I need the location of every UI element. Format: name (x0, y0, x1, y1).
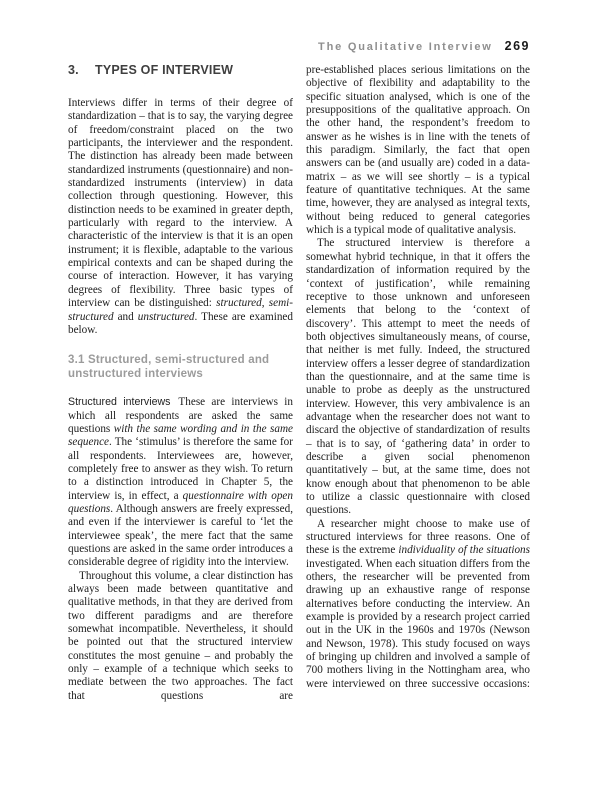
body-text: and (113, 310, 138, 323)
body-text: , (261, 297, 269, 310)
body-text: investigated. When each situation differs from the others, the researcher will be prevented from drawing up an exhaustive range of response alternatives before conducting the interview. An example is provided by a research project carried out in the UK in the 1960s and 1970s (Newson and Newson, 1978). This study focused on ways of bringing up children and involved a sample of 700 mothers living in the Nottingham area, who were interviewed on three successive occasions: (306, 557, 530, 690)
left-column (68, 64, 293, 703)
emphasized-text: individuality of the situations (398, 544, 530, 557)
body-text: . The ‘stimulus’ is therefore the same for all respondents. Interviewees are, however, completely free to answer as they wish. To return to a distinction introduced in Chapter 5, the interview is, in effect, a (68, 436, 293, 502)
running-title: The Qualitative Interview (318, 41, 493, 53)
body-text: A researcher might choose to make use of structured interviews for three reasons. One of these is the extreme (306, 517, 530, 557)
emphasized-text: unstructured (137, 310, 195, 323)
paragraph-researcher-reasons (306, 518, 530, 691)
body-text: Interviews differ in terms of their degree of standardization – that is to say, the varying degree of freedom/constraint placed on the two participants, the interviewer and the respondent. The distinction has already been made between standardized instruments (questionnaire) and non-standardized instruments (interview) in data collection through questioning. However, this distinction needs to be examined in greater depth, particularly with regard to the interview. A characteristic of the interview is that it is an open instrument; it is flexible, adaptable to the various empirical contexts and can be shaped during the course of interaction. However, it has varying degrees of flexibility. Three basic types of interview can be distinguished: (68, 97, 293, 310)
paragraph-throughout-volume (68, 570, 293, 703)
section-title: TYPES OF INTERVIEW (95, 63, 234, 77)
body-text: . Although answers are freely expressed, and even if the interviewer is careful to ‘let the interviewee speak’, the mere fact that the same questions are asked in the same order introduces a considerable degree of rigidity into the interview. (68, 502, 293, 569)
section-number: 3. (68, 63, 79, 77)
emphasized-text: with the same wording and in the same sequence (68, 422, 294, 449)
page-number: 269 (504, 39, 530, 53)
section-heading (68, 64, 293, 77)
body-text: The structured interview is therefore a somewhat hybrid technique, in that it offers the standardization of information required by the ‘context of justification’, while remaining receptive to those unknown and unforeseen elements that belong to the ‘context of discovery’. This attempt to meet the needs of both objectives simultaneously means, of course, that neither is met fully. Indeed, the structured interview offers a lesser degree of standardization than the questionnaire, and at the same time is unable to probe as deeply as the unstructured interview. However, this very ambivalence is an advantage when the researcher does not want to discard the objective of standardization of results – that is to say, of ‘gathering data’ in order to describe a given social phenomenon quantitatively – but, at the same time, does not know enough about that phenomenon to be able to utilize a classic questionnaire with closed questions. (306, 237, 530, 517)
running-header (318, 39, 530, 54)
emphasized-text: semi-structured (68, 297, 294, 323)
paragraph-hybrid-technique (306, 237, 530, 517)
subsection-heading: 3.1 Structured, semi-structured and unstructured interviews (68, 354, 270, 380)
paragraph-structured-interviews (68, 396, 293, 569)
paragraph-pre-established (306, 64, 530, 237)
emphasized-text: structured (216, 297, 262, 310)
emphasized-text: questionnaire with open questions (68, 489, 293, 515)
right-column (306, 64, 530, 703)
text-columns (68, 64, 530, 703)
body-text: These are interviews in which all respondents are asked the same questions (68, 396, 293, 435)
body-text: Throughout this volume, a clear distinction has always been made between quantitative and qualitative methods, in that they are derived from two different paradigms and are therefore somewhat incompatible. Nevertheless, it should be pointed out that the structured interview constitutes the most genuine – and probably the only – example of a technique which seeks to mediate between the two approaches. The fact that questions are (68, 569, 293, 702)
body-text: pre-established places serious limitations on the objective of flexibility and adaptability to the specific situation analysed, which is one of the presuppositions of the qualitative approach. On the other hand, the respondent’s freedom to answer as he wishes is in line with the tenets of this paradigm. Similarly, the fact that open answers can be (and usually are) coded in a data-matrix – as we will see shortly – is a typical feature of quantitative techniques. At the same time, however, they are analysed as integral texts, without being reduced to general categories which is a typical mode of qualitative analysis. (306, 64, 530, 237)
body-text: . These are examined below. (68, 310, 293, 336)
paragraph-intro (68, 97, 293, 337)
runin-heading: Structured interviews (68, 396, 171, 409)
